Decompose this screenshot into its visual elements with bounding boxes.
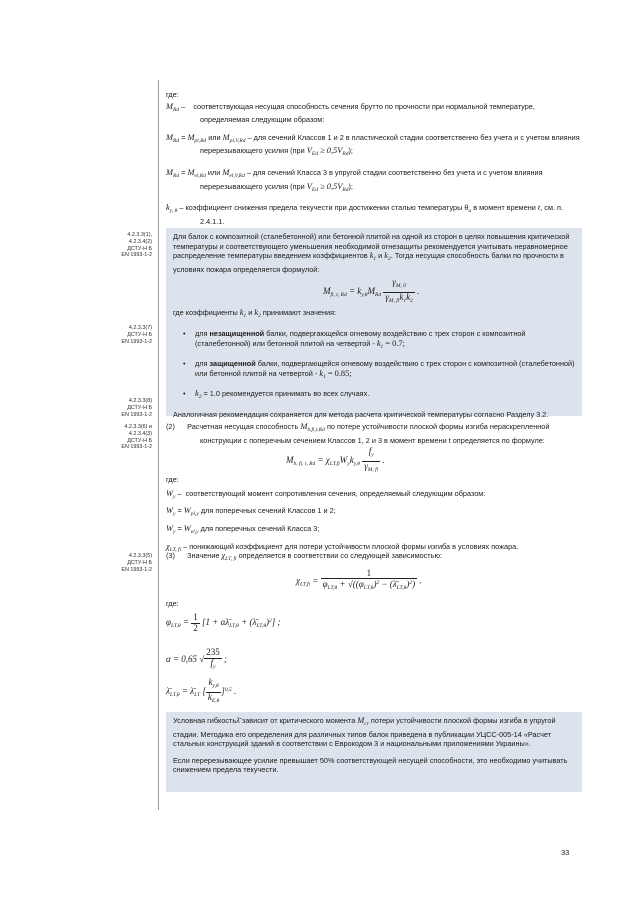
ky-definition: $k_{y, \theta}$ – коэффициент снижения предела текучести при достижении сталью температуры $\theta_a$ в момент времени t, см. п. 2.4.1.1.: [166, 203, 563, 226]
recommendation-box-1: [166, 228, 582, 419]
box1-paragraph-3: Аналогичная рекомендация сохраняется для метода расчета критической температуры согласно Разделу 3.2.: [173, 409, 549, 419]
box1-paragraph-1: Для балок с композитной (сталебетонной) или бетонной плитой на одной из сторон в целях повышения критической температуры и соответствующего уменьшения необходимой огнезащиты рекомендуется учитывать неравномерное распределение температуры введением коэффициентов $k_1$ и $k_2$. Тогда несущая способность балки по прочности в условиях пожара определяется формулой:: [173, 232, 570, 274]
formula-chi: $\chi_{LT,fi}$ = $\frac{1}{\varphi_{LT,\theta} + √((\varphi_{LT,\theta})^2 - (\lambdā_{LT,\theta})^2)}$ .: [296, 567, 422, 592]
formula-alpha: α = 0,65 √ $\frac{235}{f_y}$ ;: [166, 647, 228, 670]
formula-m-b-fi: $M_{b, fi, t, Rd} = \chi_{LT,fi}W_yk_{y,\theta}$ $\frac{f_y}{\gamma_{M, fi}}$ .: [286, 446, 385, 473]
side-ref-4: 4.2.3.3(6) и 4.2.3.4(3) ДСТУ-Н Б EN 1993-1-2: [121, 424, 152, 451]
bullet-k2: • $k_2 = 1.0$ рекомендуется принимать во всех случаях.: [183, 389, 370, 401]
mrd-definition: $M_{Rd}$ – соответствующая несущая способность сечения брутто по прочности при нормальной температуре, определяемая следующим образом:: [166, 101, 535, 125]
bullet-unprotected: • для незащищенной балки, подвергающейся огневому воздействию с трех сторон с композитной (сталебетонной) или бетонной плитой на четвертой - $k_1 = 0.7$;: [183, 328, 526, 350]
side-ref-2: 4.2.3.3(7) ДСТУ-Н Б EN 1993-1-2: [121, 325, 152, 345]
wy-case-2: $W_y = W_{el,y}$ для поперечных сечений Класса 3;: [166, 523, 320, 535]
where-label-2: где:: [166, 475, 179, 485]
recommendation-box-2: [166, 712, 582, 792]
formula-m-fi-rd: $M_{fi, t, Rd} = k_{y,\theta}M_{Rd}$ $\frac{\gamma_{M, 0}}{\gamma_{M, fi}k_1k_2}$ .: [323, 277, 420, 304]
bullet-protected: • для защищенной балки, подвергающейся огневому воздействию с трех сторон с композитной (сталебетонной) или бетонной плитой на четвертой - $k_1 = 0.85$;: [183, 359, 575, 380]
formula-phi: $\varphi_{LT,\theta}$ = $\frac{1}{2}$ [$1 + \alpha\lambdā_{LT,\theta}$ + $(\lambdā_{LT,\theta})^2$] ;: [166, 612, 281, 633]
where-label-3: где:: [166, 598, 179, 608]
box2-paragraph-2: Если перерезывающее усилие превышает 50% соответствующей несущей способности, это необходимо учитывать снижением предела текучести.: [173, 755, 568, 775]
mrd-case-elastic: $M_{Rd} = M_{el,Rd}$ или $M_{el,V,Rd}$ – для сечений Класса 3 в упругой стадии соответственно без учета и с учетом влияния перерезывающего усилия (при $V_{Ed} \ge 0,5V_{Rd}$);: [166, 167, 543, 193]
page-number: 33: [561, 848, 570, 857]
paragraph-2: (2) Расчетная несущая способность $M_{b,fi,t,Rd}$ по потере устойчивости плоской формы изгиба нераскрепленной конструкции с поперечным сечением Классов 1, 2 и 3 в момент времени t определяется по формуле:: [166, 422, 550, 445]
section-2: [166, 422, 580, 555]
formula-lambda: $\lambdā_{LT,\theta}$ = $\lambdā_{LT}$ [ $\frac{k_{y,\theta}}{k_{E,\theta}}$ ]$^{0,5}$ .: [166, 677, 237, 704]
section-3: [166, 551, 580, 706]
definitions-top: [166, 90, 580, 226]
paragraph-3: (3) Значение $\chi_{LT, fi}$ определяется в соответствии со следующей зависимостью:: [166, 551, 442, 562]
box2-paragraph-1: Условная гибкостьλ̄ зависит от критического момента $M_{cr}$ потери устойчивости плоской формы изгиба в упругой стадии. Методика его определения для различных типов балок приведена в публикации УЦСС-005-14 «Расчет стальных конструкций зданий в соответствии с Еврокодом 3 и национальными приложениями Украины».: [173, 716, 556, 749]
wy-definition: $W_y$ – соответствующий момент сопротивления сечения, определяемый следующим образом:: [166, 488, 486, 500]
mrd-case-plastic: $M_{Rd} = M_{pl,Rd}$ или $M_{pl,V,Rd}$ – для сечений Классов 1 и 2 в пластической стадии соответственно без учета и с учетом влияния перерезывающего усилия (при $V_{Ed} \ge 0,5V_{Rd}$);: [166, 132, 580, 158]
margin-rule: [158, 80, 159, 810]
wy-case-1: $W_y = W_{pl,y}$ для поперечных сечений Классов 1 и 2;: [166, 506, 336, 518]
side-ref-5: 4.2.3.3(5) ДСТУ-Н Б EN 1993-1-2: [121, 553, 152, 573]
where-label-1: где:: [166, 90, 179, 99]
chi-definition: $\chi_{LT, fi}$ – понижающий коэффициент для потери устойчивости плоской формы изгиба в условиях пожара.: [166, 541, 519, 553]
side-ref-1: 4.2.3.3(1), 4.2.3.4(2) ДСТУ-Н Б EN 1993-1-2: [121, 232, 152, 259]
box1-paragraph-2: где коэффициенты $k_1$ и $k_2$ принимают значения:: [173, 308, 337, 320]
side-ref-3: 4.2.3.3(8) ДСТУ-Н Б EN 1993-1-2: [121, 398, 152, 418]
